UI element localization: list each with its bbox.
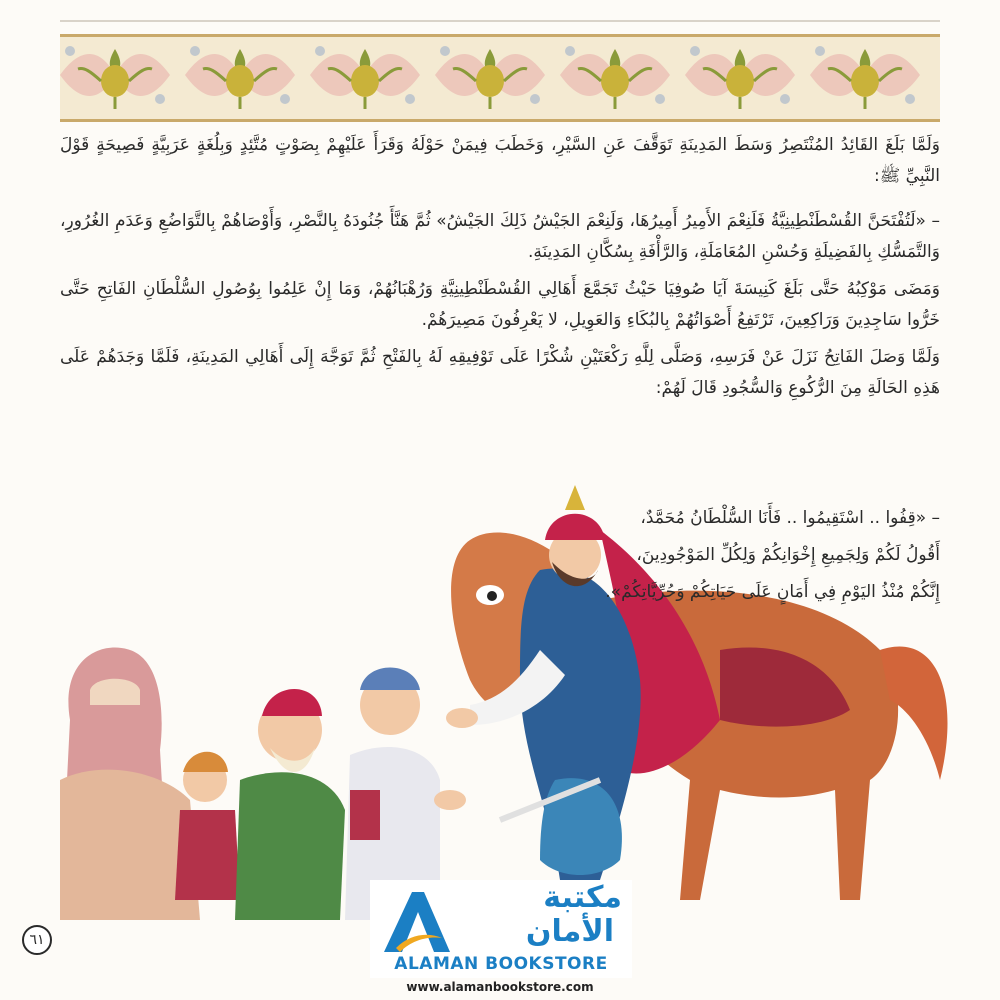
page-number: ٦١ xyxy=(22,925,52,955)
story-paragraph-1: وَلَمَّا بَلَغَ القَائِدُ المُنْتَصِرُ وَسَطَ المَدِينَةِ تَوَقَّفَ عَنِ السَّيْرِ، وَخَطَبَ فِيمَنْ حَوْلَهُ وَقَرَأَ عَلَيْهِمْ بِصَوْتٍ مُتَّئِدٍ وَبِلُغَةٍ عَرَبِيَّةٍ فَصِيحَةٍ قَوْلَ النَّبِيِّ ﷺ: xyxy=(60,135,940,186)
logo-arabic-line-2: الأمان xyxy=(525,914,614,949)
story-paragraph-4: وَلَمَّا وَصَلَ الفَاتِحُ نَزَلَ عَنْ فَرَسِهِ، وَصَلَّى لِلَّهِ رَكْعَتَيْنِ شُكْرًا عَلَى تَوْفِيقِهِ لَهُ بِالفَتْحِ ثُمَّ تَوَجَّهَ إِلَى أَهَالِي المَدِينَةِ، فَلَمَّا وَجَدَهُمْ عَلَى هَذِهِ الحَالَةِ مِنَ الرُّكُوعِ وَالسُّجُودِ قَالَ لَهُمْ: xyxy=(60,347,940,398)
logo-english-name: ALAMAN BOOKSTORE xyxy=(394,954,608,974)
letter-a-logo-icon xyxy=(376,888,456,954)
speech-line-1: – «قِفُوا .. اسْتَقِيمُوا .. فَأَنَا السُّلْطَانُ مُحَمَّدٌ، xyxy=(640,508,940,528)
story-paragraph-3: وَمَضَى مَوْكِبُهُ حَتَّى بَلَغَ كَنِيسَةَ آيَا صُوفِيَا حَيْثُ تَجَمَّعَ أَهَالِي القُسْطَنْطِينِيَّةِ وَرُهْبَانُهُمْ، وَمَا إِنْ عَلِمُوا بِوُصُولِ السُّلْطَانِ الفَاتِحِ حَتَّى خَرُّوا سَاجِدِينَ وَرَاكِعِينَ، تَرْتَفِعُ أَصْوَاتُهُمْ بِالبُكَاءِ وَالعَوِيلِ، لا يَعْرِفُونَ مَصِيرَهُمْ. xyxy=(60,279,940,330)
story-text xyxy=(60,130,940,404)
ornamental-banner xyxy=(60,34,940,122)
logo-arabic-line-1: مكتبة xyxy=(543,880,622,915)
speech-line-3: إِنَّكُمْ مُنْذُ اليَوْمِ فِي أَمَانٍ عَلَى حَيَاتِكُمْ وَحُرِّيَّاتِكُمْ». xyxy=(605,582,940,602)
story-paragraph-2: – «لَتُفْتَحَنَّ القُسْطَنْطِينِيَّةُ فَلَنِعْمَ الأَمِيرُ أَمِيرُهَا، وَلَنِعْمَ الجَيْشُ ذَلِكَ الجَيْشُ» ثُمَّ هَنَّأَ جُنُودَهُ بِالنَّصْرِ، وَأَوْصَاهُمْ بِالتَّوَاضُعِ وَعَدَمِ الغُرُورِ، وَالتَّمَسُّكِ بِالفَضِيلَةِ وَحُسْنِ المُعَامَلَةِ، وَالرَّأْفَةِ بِسُكَّانِ المَدِينَةِ. xyxy=(60,211,940,262)
sultan-speech xyxy=(390,500,940,611)
arabesque-pattern-icon xyxy=(60,37,940,113)
website-link[interactable]: www.alamanbookstore.com xyxy=(406,980,594,994)
speech-line-2: أَقُولُ لَكُمْ وَلِجَمِيعِ إِخْوَانِكُمْ وَلِكُلِّ المَوْجُودِينَ، xyxy=(636,545,940,565)
top-rule xyxy=(60,20,940,22)
bookstore-logo[interactable] xyxy=(370,880,632,978)
